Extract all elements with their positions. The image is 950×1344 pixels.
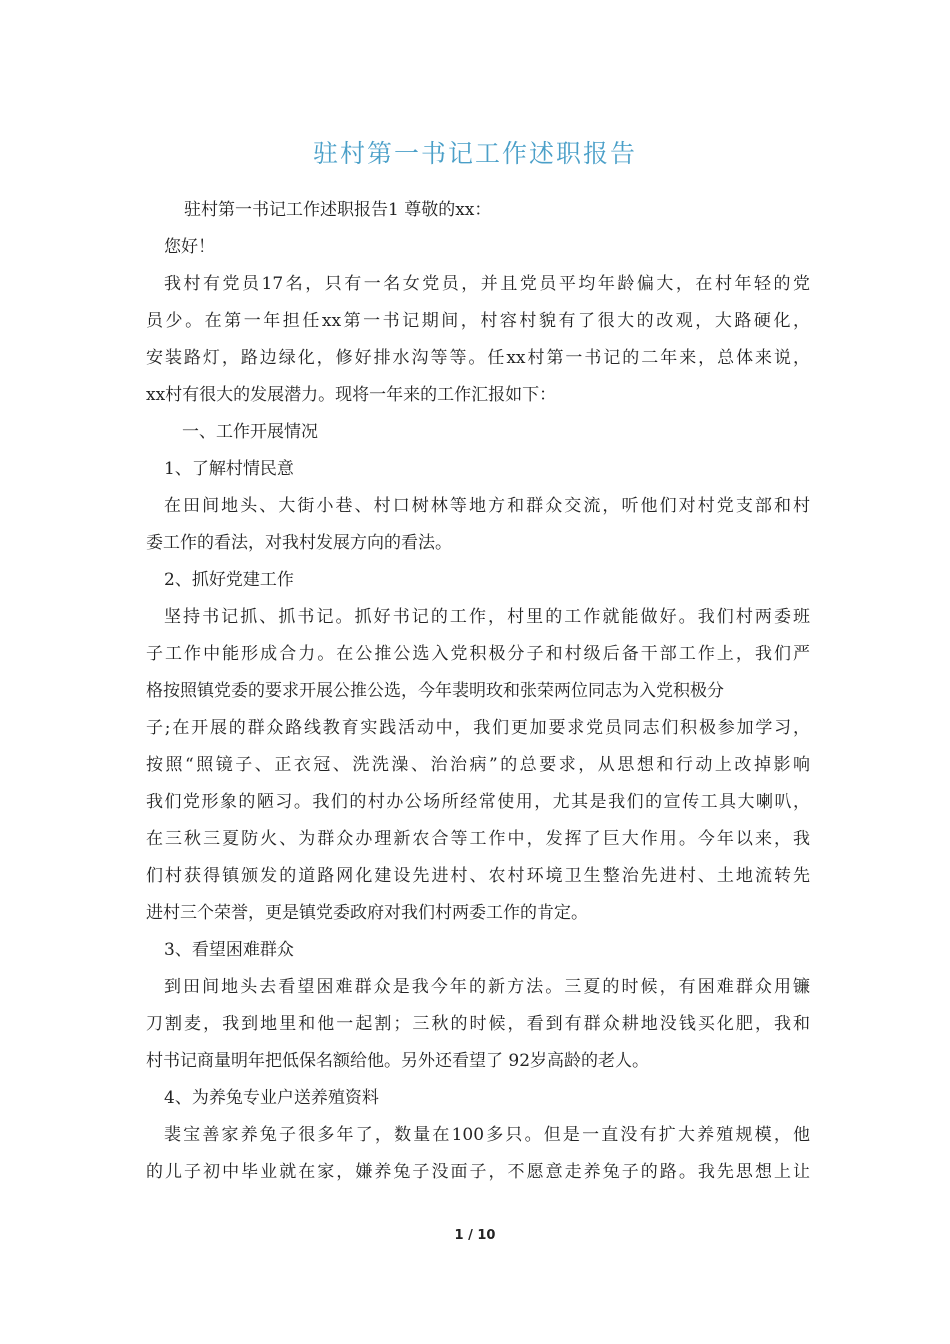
body-line: 格按照镇党委的要求开展公推公选，今年裴明玫和张荣两位同志为入党积极分 <box>146 681 724 701</box>
document-title: 驻村第一书记工作述职报告 <box>312 139 637 168</box>
body-line: 的儿子初中毕业就在家，嫌养兔子没面子，不愿意走养兔子的路。我先思想上让 <box>146 1162 810 1182</box>
body-line: 在三秋三夏防火、为群众办理新农合等工作中，发挥了巨大作用。今年以来，我 <box>146 829 810 849</box>
body-line: 您好！ <box>164 237 215 257</box>
body-line: 到田间地头去看望困难群众是我今年的新方法。三夏的时候，有困难群众用镰 <box>164 977 810 997</box>
body-line: 安装路灯，路边绿化，修好排水沟等等。任xx村第一书记的二年来，总体来说， <box>146 348 810 368</box>
page-number: 1 / 10 <box>454 1228 496 1243</box>
body-line: 委工作的看法，对我村发展方向的看法。 <box>146 533 452 553</box>
subsection-heading: 2、抓好党建工作 <box>164 570 294 590</box>
section-heading: 一、工作开展情况 <box>182 422 318 442</box>
document-body <box>146 192 810 1191</box>
body-line: 子;在开展的群众路线教育实践活动中，我们更加要求党员同志们积极参加学习， <box>146 718 810 738</box>
subsection-heading: 4、为养兔专业户送养殖资料 <box>164 1088 379 1108</box>
body-line: 裴宝善家养兔子很多年了，数量在100多只。但是一直没有扩大养殖规模，他 <box>164 1125 810 1145</box>
body-line: 员少。在第一年担任xx第一书记期间，村容村貌有了很大的改观，大路硬化， <box>146 311 810 331</box>
body-line: 按照“照镜子、正衣冠、洗洗澡、治治病”的总要求，从思想和行动上改掉影响 <box>146 755 810 775</box>
body-line: 坚持书记抓、抓书记。抓好书记的工作，村里的工作就能做好。我们村两委班 <box>164 607 810 627</box>
body-line: xx村有很大的发展潜力。现将一年来的工作汇报如下： <box>146 385 557 405</box>
body-line: 刀割麦，我到地里和他一起割；三秋的时候，看到有群众耕地没钱买化肥，我和 <box>146 1014 810 1034</box>
body-line: 驻村第一书记工作述职报告1 尊敬的xx： <box>184 200 492 220</box>
body-line: 村书记商量明年把低保名额给他。另外还看望了 92岁高龄的老人。 <box>146 1051 650 1071</box>
body-line: 进村三个荣誉，更是镇党委政府对我们村两委工作的肯定。 <box>146 903 588 923</box>
body-line: 子工作中能形成合力。在公推公选入党积极分子和村级后备干部工作上，我们严 <box>146 644 810 664</box>
body-line: 我们党形象的陋习。我们的村办公场所经常使用，尤其是我们的宣传工具大喇叭， <box>146 792 810 812</box>
subsection-heading: 1、了解村情民意 <box>164 459 294 479</box>
body-line: 我村有党员17名，只有一名女党员，并且党员平均年龄偏大，在村年轻的党 <box>164 274 810 294</box>
subsection-heading: 3、看望困难群众 <box>164 940 294 960</box>
body-line: 们村获得镇颁发的道路网化建设先进村、农村环境卫生整治先进村、土地流转先 <box>146 866 810 886</box>
body-line: 在田间地头、大街小巷、村口树林等地方和群众交流，听他们对村党支部和村 <box>164 496 810 516</box>
